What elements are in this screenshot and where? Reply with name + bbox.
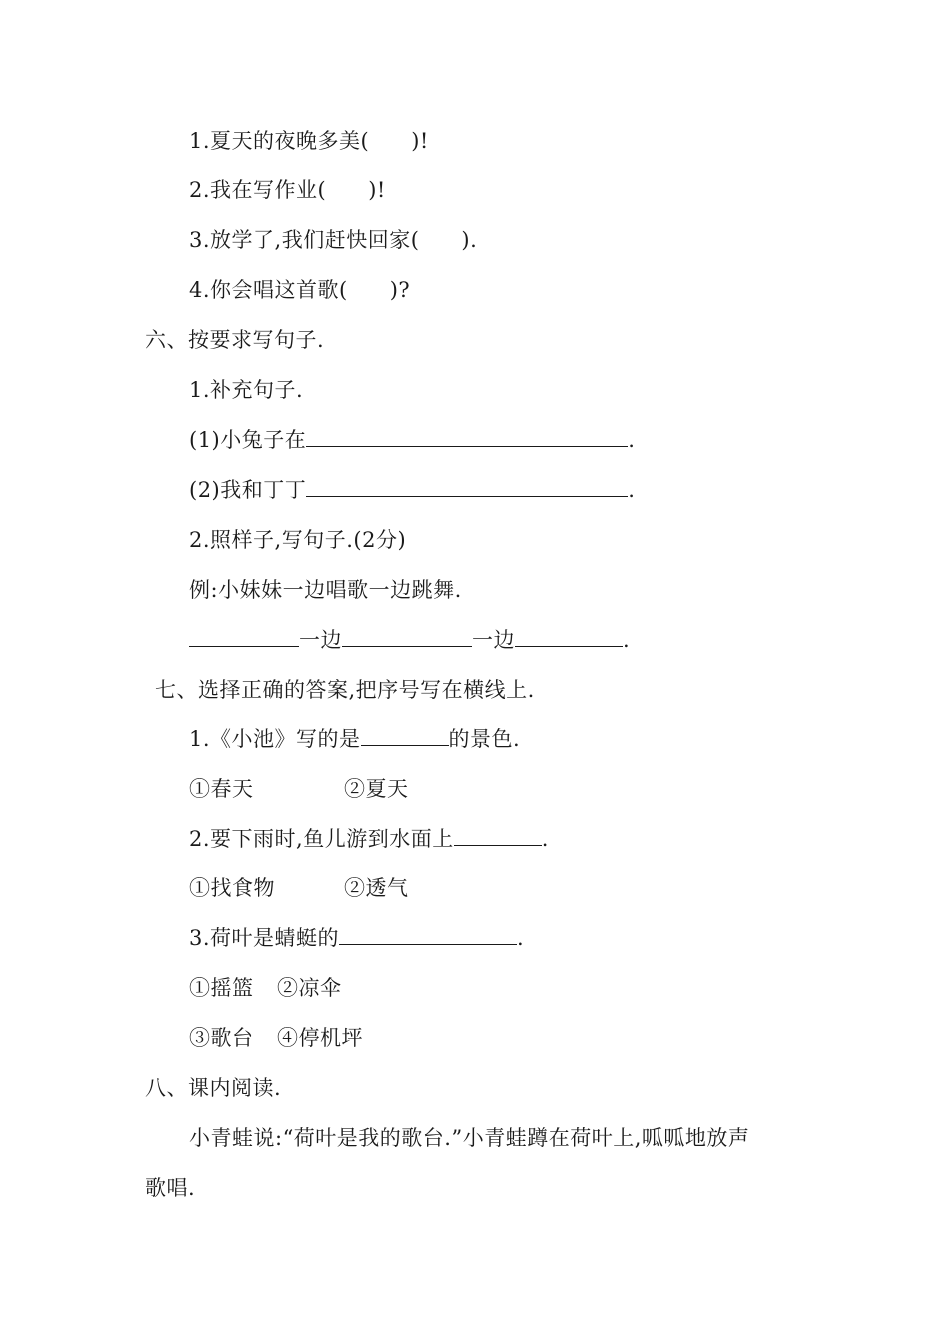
question-6-2: 2.照样子,写句子.(2分) — [189, 528, 407, 552]
question-text: 2.我在写作业( — [189, 178, 327, 202]
answer-line[interactable] — [454, 825, 542, 846]
answer-line[interactable] — [361, 725, 449, 746]
question-5-1 — [189, 127, 429, 155]
end-dot: . — [628, 428, 636, 452]
question-close: ). — [461, 228, 478, 252]
answer-line[interactable] — [342, 626, 472, 647]
question-close: )! — [368, 178, 386, 202]
option-3[interactable]: ③歌台 — [189, 1026, 254, 1050]
question-5-4 — [189, 276, 410, 304]
option-2[interactable]: ②凉伞 — [277, 976, 342, 1000]
section-6-heading: 六、按要求写句子. — [145, 328, 325, 352]
question-7-1 — [189, 725, 520, 753]
question-text: 1.夏天的夜晚多美( — [189, 129, 370, 153]
question-text: 3.放学了,我们赶快回家( — [189, 228, 420, 252]
question-text: (1)小兔子在 — [189, 428, 307, 452]
reading-paragraph-line1: 小青蛙说:“荷叶是我的歌台.”小青蛙蹲在荷叶上,呱呱地放声 — [189, 1126, 750, 1150]
question-text: (2)我和丁丁 — [189, 478, 307, 502]
option-1[interactable]: ①找食物 — [189, 876, 275, 900]
question-7-1-options — [189, 775, 409, 803]
answer-line[interactable] — [339, 924, 517, 945]
question-close: )? — [389, 278, 411, 302]
option-4[interactable]: ④停机坪 — [277, 1026, 363, 1050]
question-7-3-options-row2 — [189, 1024, 363, 1052]
question-text: 1.《小池》写的是 — [189, 727, 361, 751]
question-7-2-options — [189, 874, 409, 902]
question-7-3-options-row1 — [189, 974, 342, 1002]
answer-line[interactable] — [189, 626, 299, 647]
end-dot: . — [623, 628, 631, 652]
option-2[interactable]: ②透气 — [344, 876, 409, 900]
question-text-tail: 的景色. — [448, 727, 521, 751]
answer-line[interactable] — [515, 626, 623, 647]
option-1[interactable]: ①春天 — [189, 777, 254, 801]
example-sentence: 例:小妹妹一边唱歌一边跳舞. — [189, 578, 462, 602]
end-dot: . — [628, 478, 636, 502]
end-dot: . — [517, 926, 525, 950]
question-close: )! — [411, 129, 429, 153]
answer-line[interactable] — [306, 476, 628, 497]
question-6-2-answer — [189, 626, 630, 654]
question-text: 4.你会唱这首歌( — [189, 278, 348, 302]
question-6-1: 1.补充句子. — [189, 378, 304, 402]
question-5-3 — [189, 226, 477, 254]
question-text: 2.要下雨时,鱼儿游到水面上 — [189, 827, 454, 851]
yibian-word: 一边 — [472, 628, 515, 652]
section-7-heading: 七、选择正确的答案,把序号写在横线上. — [155, 678, 535, 702]
question-5-2 — [189, 176, 386, 204]
question-6-1a — [189, 426, 635, 454]
question-6-1b — [189, 476, 635, 504]
reading-paragraph-line2: 歌唱. — [145, 1176, 196, 1200]
question-7-3 — [189, 924, 524, 952]
yibian-word: 一边 — [299, 628, 342, 652]
question-7-2 — [189, 825, 549, 853]
option-1[interactable]: ①摇篮 — [189, 976, 254, 1000]
question-text: 3.荷叶是蜻蜓的 — [189, 926, 340, 950]
section-8-heading: 八、课内阅读. — [145, 1076, 282, 1100]
option-2[interactable]: ②夏天 — [344, 777, 409, 801]
end-dot: . — [541, 827, 549, 851]
answer-line[interactable] — [306, 426, 628, 447]
